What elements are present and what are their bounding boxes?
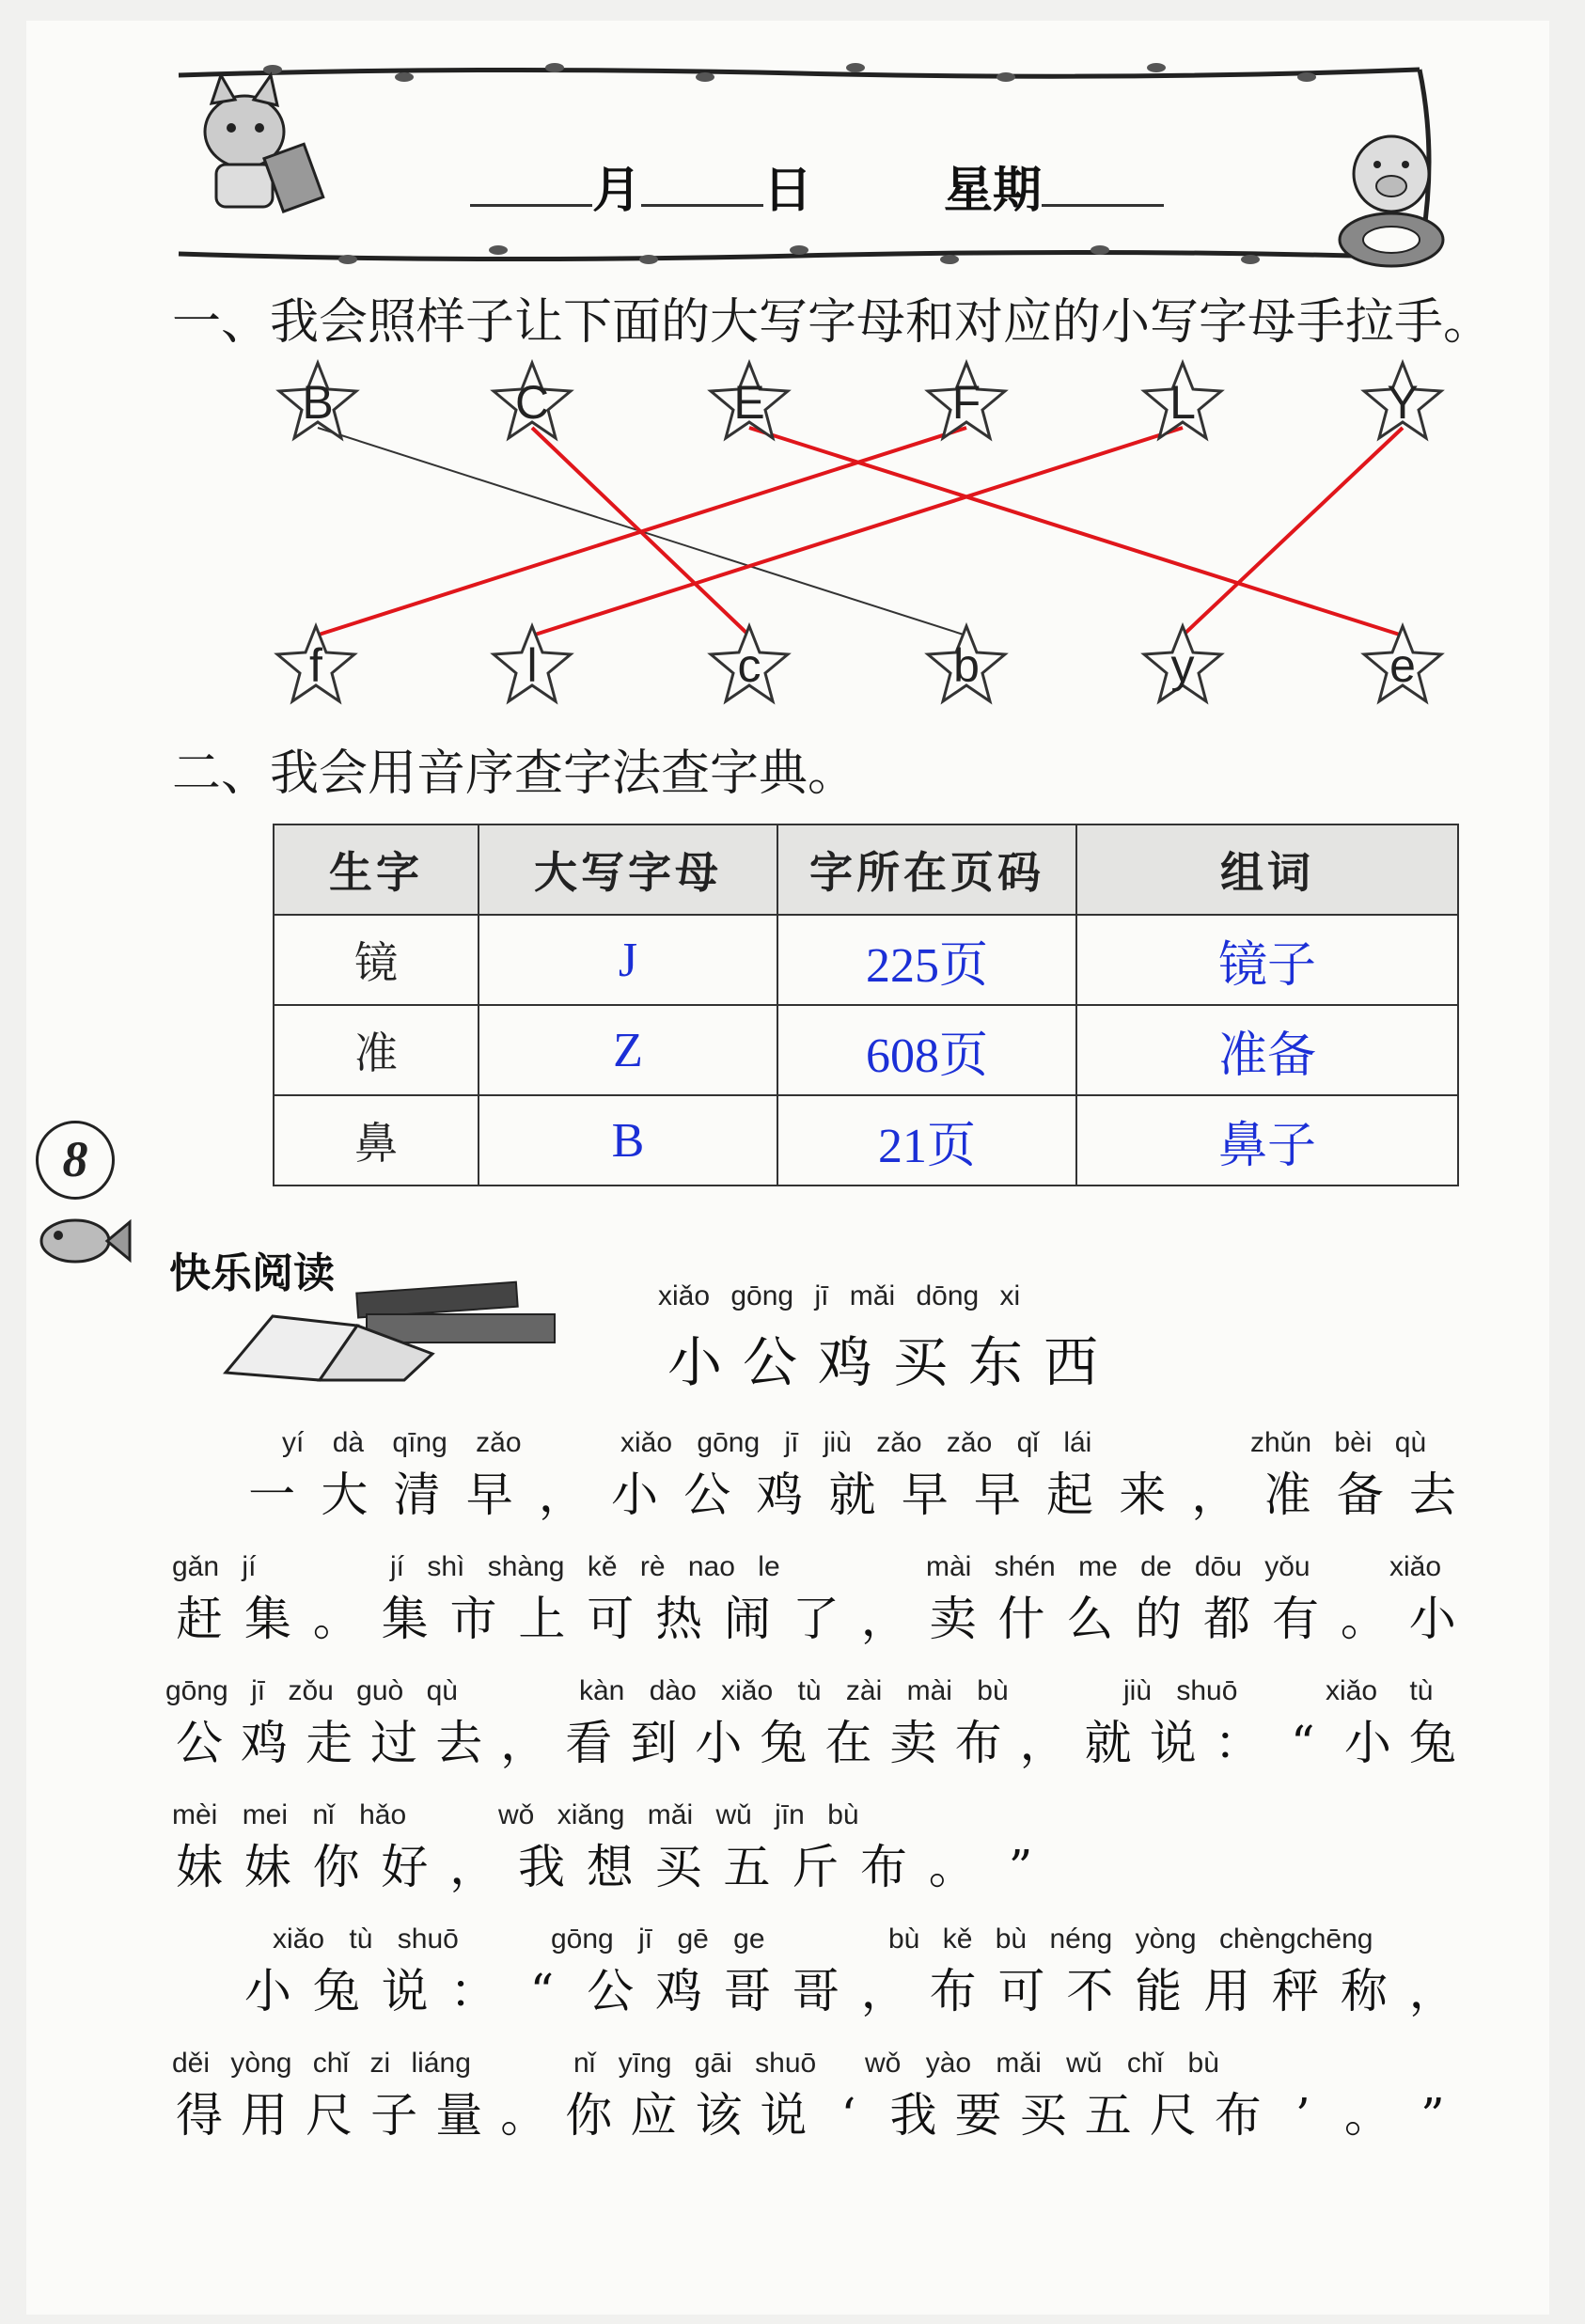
match-line-L-l bbox=[532, 428, 1183, 636]
page-answer[interactable]: 225页 bbox=[777, 915, 1076, 1005]
reading-char: 清 bbox=[393, 1468, 441, 1522]
reading-char: 用 bbox=[241, 2088, 289, 2143]
pinyin: mei bbox=[242, 1799, 289, 1830]
upper-letter: Y bbox=[1387, 376, 1419, 429]
pinyin: gē bbox=[677, 1924, 709, 1955]
reading-char: 我 bbox=[517, 1840, 565, 1894]
reading-char: 一 bbox=[248, 1468, 296, 1522]
pinyin: zǎo bbox=[946, 1427, 993, 1458]
pinyin-line-4b bbox=[498, 1799, 859, 1831]
pinyin: rè bbox=[639, 1551, 666, 1582]
pinyin: gǎn bbox=[172, 1551, 220, 1582]
reading-char: 什 bbox=[997, 1592, 1045, 1646]
pinyin: néng bbox=[1049, 1924, 1113, 1955]
upper-star-L[interactable] bbox=[1140, 359, 1225, 444]
lower-star-l[interactable] bbox=[490, 622, 574, 707]
reading-char: 买 bbox=[1019, 2088, 1067, 2143]
pinyin: jí bbox=[390, 1551, 404, 1582]
reading-char: 到 bbox=[630, 1716, 678, 1770]
pinyin: yòng bbox=[1135, 1924, 1197, 1955]
reading-char: ’ bbox=[1295, 2088, 1310, 2143]
reading-char: ， bbox=[449, 1840, 497, 1894]
pinyin-line-2c bbox=[926, 1551, 1310, 1583]
letter-answer[interactable]: Z bbox=[479, 1005, 777, 1095]
pinyin: nǐ bbox=[573, 2048, 596, 2079]
reading-char: 布 bbox=[1214, 2088, 1262, 2143]
pinyin: qù bbox=[426, 1675, 458, 1706]
pinyin: mǎi bbox=[647, 1799, 694, 1830]
match-line-E-e bbox=[749, 428, 1403, 636]
lower-letter: f bbox=[309, 639, 322, 692]
reading-char: 斤 bbox=[792, 1840, 840, 1894]
reading-char: 称 bbox=[1340, 1964, 1388, 2018]
reading-char: 。 bbox=[500, 2088, 548, 2143]
word-answer[interactable]: 准备 bbox=[1076, 1005, 1458, 1095]
pinyin: shuō bbox=[397, 1924, 459, 1955]
pinyin-line-6b bbox=[573, 2048, 816, 2080]
lower-letter: c bbox=[737, 639, 761, 692]
upper-star-F[interactable] bbox=[924, 359, 1009, 444]
reading-char: “ bbox=[529, 1964, 555, 2018]
pinyin-line-6 bbox=[172, 2048, 471, 2080]
pinyin: mài bbox=[926, 1551, 972, 1582]
reading-char: 么 bbox=[1066, 1592, 1114, 1646]
pinyin: mài bbox=[906, 1675, 952, 1706]
reading-char: 。 bbox=[312, 1592, 360, 1646]
upper-letter: F bbox=[951, 376, 981, 429]
pinyin-line-1b bbox=[620, 1427, 1091, 1459]
pinyin-line-2b bbox=[390, 1551, 780, 1583]
reading-char: ， bbox=[860, 1964, 908, 2018]
reading-char: 。 bbox=[928, 1840, 976, 1894]
pinyin: jí bbox=[242, 1551, 257, 1582]
letter-answer[interactable]: B bbox=[479, 1095, 777, 1186]
reading-char: 大 bbox=[321, 1468, 369, 1522]
weekday-label: 星期 bbox=[944, 162, 1043, 219]
reading-char: 买 bbox=[654, 1840, 702, 1894]
reading-char: 哥 bbox=[724, 1964, 771, 2018]
reading-char: 卖 bbox=[929, 1592, 977, 1646]
reading-line bbox=[172, 1963, 1460, 2019]
pinyin: jī bbox=[251, 1675, 266, 1706]
pinyin: bù bbox=[888, 1924, 920, 1955]
pinyin-line-5 bbox=[273, 1924, 459, 1955]
reading-char: 想 bbox=[586, 1840, 634, 1894]
upper-star-Y[interactable] bbox=[1360, 359, 1445, 444]
pinyin: qīng bbox=[392, 1427, 447, 1458]
pinyin: jī bbox=[784, 1427, 799, 1458]
pinyin: xiǎo bbox=[273, 1924, 325, 1955]
match-line-Y-y bbox=[1183, 428, 1403, 636]
reading-char: 能 bbox=[1135, 1964, 1183, 2018]
reading-char: 鸡 bbox=[756, 1468, 804, 1522]
pinyin-line-2 bbox=[172, 1551, 256, 1583]
table-row bbox=[274, 1005, 1458, 1095]
pinyin: xiǎo bbox=[620, 1427, 673, 1458]
reading-char: 备 bbox=[1336, 1468, 1384, 1522]
reading-char: 鸡 bbox=[241, 1716, 289, 1770]
pinyin: chēng bbox=[1295, 1924, 1373, 1955]
reading-char: 早 bbox=[973, 1468, 1021, 1522]
pinyin: shì bbox=[427, 1551, 465, 1582]
reading-char: ， bbox=[500, 1716, 548, 1770]
reading-char: ： bbox=[449, 1964, 497, 2018]
pinyin: yòng bbox=[230, 2048, 292, 2079]
upper-letter: E bbox=[733, 376, 765, 429]
reading-char: 妹 bbox=[243, 1840, 291, 1894]
pinyin: chèng bbox=[1218, 1924, 1296, 1955]
pinyin: bù bbox=[977, 1675, 1009, 1706]
reading-char: 哥 bbox=[792, 1964, 840, 2018]
pinyin: yí bbox=[282, 1427, 305, 1458]
pinyin: kě bbox=[587, 1551, 618, 1582]
reading-char: 子 bbox=[370, 2088, 418, 2143]
reading-char: 过 bbox=[370, 1716, 418, 1770]
pinyin: tù bbox=[349, 1924, 373, 1955]
reading-char: ， bbox=[1019, 1716, 1067, 1770]
reading-char: 五 bbox=[1084, 2088, 1132, 2143]
fish-icon bbox=[28, 1203, 132, 1279]
pinyin: hǎo bbox=[359, 1799, 407, 1830]
pinyin: ge bbox=[733, 1924, 765, 1955]
pinyin-line-3d bbox=[1326, 1675, 1433, 1707]
reading-char: 赶 bbox=[176, 1592, 223, 1646]
lower-letter: y bbox=[1170, 639, 1195, 692]
pinyin-line-3b bbox=[579, 1675, 1009, 1707]
reading-char: 早 bbox=[465, 1468, 513, 1522]
pinyin-line-2d bbox=[1389, 1551, 1441, 1583]
table-header-row bbox=[274, 824, 1458, 915]
reading-char: 小 bbox=[611, 1468, 659, 1522]
reading-char: 我 bbox=[889, 2088, 937, 2143]
pinyin: wǒ bbox=[865, 2048, 902, 2079]
reading-char: 好 bbox=[381, 1840, 429, 1894]
pinyin: shàng bbox=[487, 1551, 565, 1582]
reading-char: 可 bbox=[587, 1592, 635, 1646]
pinyin: yǒu bbox=[1264, 1551, 1310, 1582]
reading-char: “ bbox=[1291, 1716, 1315, 1770]
reading-char: 都 bbox=[1203, 1592, 1251, 1646]
header-char: 生字 bbox=[274, 824, 479, 915]
pinyin: kàn bbox=[579, 1675, 625, 1706]
reading-char: 看 bbox=[565, 1716, 613, 1770]
upper-letter: B bbox=[302, 376, 334, 429]
reading-char: 秤 bbox=[1272, 1964, 1319, 2018]
pinyin: bèi bbox=[1334, 1427, 1373, 1458]
reading-char: 小 bbox=[1408, 1592, 1456, 1646]
pinyin: bù bbox=[827, 1799, 859, 1830]
pinyin: qǐ bbox=[1016, 1427, 1039, 1458]
reading-char: 的 bbox=[1135, 1592, 1183, 1646]
reading-title: 小公鸡买东西 bbox=[667, 1330, 1120, 1394]
reading-char: 卖 bbox=[889, 1716, 937, 1770]
pinyin-line-1 bbox=[282, 1427, 522, 1459]
pinyin-line-4 bbox=[172, 1799, 406, 1831]
reading-char: 了 bbox=[792, 1592, 840, 1646]
lower-star-c[interactable] bbox=[707, 622, 792, 707]
pinyin: xiǎo bbox=[1389, 1551, 1442, 1582]
reading-line bbox=[172, 1715, 1460, 1771]
reading-char: ” bbox=[1420, 2088, 1445, 2143]
reading-char: 说 bbox=[1149, 1716, 1197, 1770]
upper-star-E[interactable] bbox=[707, 359, 792, 444]
reading-char: 准 bbox=[1263, 1468, 1311, 1522]
pinyin: liáng bbox=[411, 2048, 471, 2079]
matching-lines bbox=[0, 0, 1585, 752]
upper-star-B[interactable] bbox=[275, 359, 360, 444]
pinyin: chǐ bbox=[312, 2048, 350, 2079]
pinyin: chǐ bbox=[1126, 2048, 1164, 2079]
pinyin: gōng bbox=[165, 1675, 228, 1706]
pinyin: zài bbox=[845, 1675, 883, 1706]
reading-char: 公 bbox=[176, 1716, 223, 1770]
pinyin: xiǎo bbox=[721, 1675, 774, 1706]
reading-char: ， bbox=[538, 1468, 586, 1522]
reading-char: 布 bbox=[859, 1840, 907, 1894]
pinyin-line-1c bbox=[1250, 1427, 1426, 1459]
reading-title-pinyin: xiǎo gōng jī mǎi dōng xi bbox=[658, 1280, 1021, 1311]
reading-char: 不 bbox=[1066, 1964, 1114, 2018]
pinyin: tù bbox=[797, 1675, 822, 1706]
reading-char: 你 bbox=[565, 2088, 613, 2143]
pinyin: qù bbox=[1394, 1427, 1427, 1458]
pinyin: shuō bbox=[755, 2048, 817, 2079]
reading-char: 布 bbox=[954, 1716, 1002, 1770]
reading-char: 来 bbox=[1119, 1468, 1167, 1522]
reading-char: 就 bbox=[828, 1468, 876, 1522]
pinyin: shuō bbox=[1176, 1675, 1238, 1706]
upper-letter: C bbox=[514, 376, 550, 429]
reading-char: 五 bbox=[723, 1840, 771, 1894]
lower-letter: e bbox=[1389, 639, 1416, 692]
month-label: 月 bbox=[592, 162, 642, 219]
reading-char: ， bbox=[1408, 1964, 1456, 2018]
pinyin: zǎo bbox=[476, 1427, 522, 1458]
reading-char: ： bbox=[1214, 1716, 1262, 1770]
reading-char: 去 bbox=[1408, 1468, 1456, 1522]
reading-line bbox=[172, 1467, 1460, 1523]
pinyin: gōng bbox=[697, 1427, 761, 1458]
reading-char: 你 bbox=[312, 1840, 360, 1894]
table-row bbox=[274, 1095, 1458, 1186]
lower-star-b[interactable] bbox=[924, 622, 1009, 707]
dictionary-table bbox=[273, 824, 1459, 1186]
char-cell: 鼻 bbox=[274, 1095, 479, 1186]
reading-char: 应 bbox=[630, 2088, 678, 2143]
pinyin: tù bbox=[1409, 1675, 1434, 1706]
section1-title: 一、我会照样子让下面的大写字母和对应的小写字母手拉手。 bbox=[172, 294, 1493, 351]
pinyin: gāi bbox=[694, 2048, 732, 2079]
reading-char: 公 bbox=[587, 1964, 635, 2018]
char-cell: 准 bbox=[274, 1005, 479, 1095]
pinyin: lái bbox=[1063, 1427, 1092, 1458]
reading-line bbox=[172, 1839, 1460, 1895]
reading-char: 就 bbox=[1084, 1716, 1132, 1770]
pinyin: mèi bbox=[172, 1799, 218, 1830]
pinyin: xiǎng bbox=[557, 1799, 625, 1830]
reading-char: 起 bbox=[1046, 1468, 1094, 1522]
pinyin: yào bbox=[925, 2048, 972, 2079]
pinyin: le bbox=[758, 1551, 780, 1582]
reading-char: ， bbox=[1191, 1468, 1239, 1522]
reading-char: ‘ bbox=[840, 2088, 856, 2143]
reading-char: 在 bbox=[824, 1716, 872, 1770]
upper-star-C[interactable] bbox=[490, 359, 574, 444]
pinyin: guò bbox=[356, 1675, 404, 1706]
pinyin: děi bbox=[172, 2048, 211, 2079]
table-row bbox=[274, 915, 1458, 1005]
reading-char: 兔 bbox=[760, 1716, 808, 1770]
reading-char: 可 bbox=[997, 1964, 1045, 2018]
pinyin: nǐ bbox=[312, 1799, 335, 1830]
pinyin-line-3c bbox=[1123, 1675, 1237, 1707]
pinyin: de bbox=[1140, 1551, 1172, 1582]
reading-char: 公 bbox=[683, 1468, 731, 1522]
pinyin-line-6c bbox=[865, 2048, 1219, 2080]
pinyin: zi bbox=[369, 2048, 391, 2079]
day-label: 日 bbox=[763, 162, 813, 219]
reading-char: 布 bbox=[929, 1964, 977, 2018]
reading-line bbox=[172, 1591, 1460, 1647]
pinyin: nao bbox=[687, 1551, 735, 1582]
page-number: 8 bbox=[36, 1121, 115, 1200]
letter-answer[interactable]: J bbox=[479, 915, 777, 1005]
reading-char: 要 bbox=[954, 2088, 1002, 2143]
lower-star-f[interactable] bbox=[274, 622, 358, 707]
reading-char: 集 bbox=[381, 1592, 429, 1646]
char-cell: 镜 bbox=[274, 915, 479, 1005]
pinyin: jī bbox=[638, 1924, 653, 1955]
reading-char: 说 bbox=[381, 1964, 429, 2018]
pinyin: shén bbox=[994, 1551, 1056, 1582]
pinyin: gōng bbox=[551, 1924, 614, 1955]
reading-char: ” bbox=[1008, 1840, 1033, 1894]
reading-char: 市 bbox=[449, 1592, 497, 1646]
pinyin: wǔ bbox=[1066, 2048, 1103, 2079]
reading-char bbox=[172, 1963, 227, 2019]
header-letter: 大写字母 bbox=[479, 824, 777, 915]
reading-char: 兔 bbox=[1408, 1716, 1456, 1770]
reading-char: 有 bbox=[1272, 1592, 1319, 1646]
section2-title: 二、我会用音序查字法查字典。 bbox=[172, 746, 857, 802]
reading-banner: 快乐阅读 bbox=[169, 1249, 335, 1297]
reading-char: 走 bbox=[306, 1716, 353, 1770]
reading-char: 妹 bbox=[176, 1840, 223, 1894]
reading-char: 尺 bbox=[1149, 2088, 1197, 2143]
pinyin: bù bbox=[1187, 2048, 1219, 2079]
reading-line bbox=[172, 2087, 1460, 2143]
page-answer[interactable]: 21页 bbox=[777, 1095, 1076, 1186]
pinyin: me bbox=[1078, 1551, 1118, 1582]
pinyin: jīn bbox=[775, 1799, 805, 1830]
pinyin: jiù bbox=[1123, 1675, 1153, 1706]
pinyin: dōu bbox=[1194, 1551, 1242, 1582]
reading-char: 该 bbox=[695, 2088, 743, 2143]
pinyin-line-3 bbox=[165, 1675, 458, 1707]
pinyin: mǎi bbox=[996, 2048, 1042, 2079]
reading-char: 小 bbox=[1343, 1716, 1391, 1770]
lower-letter: l bbox=[526, 639, 538, 692]
pinyin: zǎo bbox=[876, 1427, 922, 1458]
pinyin: yīng bbox=[618, 2048, 672, 2079]
pinyin: xiǎo bbox=[1326, 1675, 1378, 1706]
reading-char bbox=[172, 1467, 227, 1523]
reading-char: 闹 bbox=[724, 1592, 771, 1646]
pinyin-line-5c bbox=[888, 1924, 1373, 1955]
reading-char: 早 bbox=[901, 1468, 949, 1522]
reading-char: 量 bbox=[435, 2088, 483, 2143]
page-answer[interactable]: 608页 bbox=[777, 1005, 1076, 1095]
reading-char: 。 bbox=[1340, 1592, 1388, 1646]
reading-char: 集 bbox=[243, 1592, 291, 1646]
reading-char: ， bbox=[860, 1592, 908, 1646]
pinyin: dào bbox=[649, 1675, 697, 1706]
pinyin: bù bbox=[995, 1924, 1028, 1955]
reading-char: 鸡 bbox=[655, 1964, 703, 2018]
reading-char: 尺 bbox=[306, 2088, 353, 2143]
lower-star-y[interactable] bbox=[1140, 622, 1225, 707]
reading-char: 。 bbox=[1343, 2088, 1391, 2143]
pinyin: wǔ bbox=[715, 1799, 752, 1830]
reading-char: 兔 bbox=[312, 1964, 360, 2018]
reading-char: 小 bbox=[243, 1964, 291, 2018]
reading-char: 用 bbox=[1203, 1964, 1251, 2018]
pinyin: kě bbox=[942, 1924, 973, 1955]
header-word: 组词 bbox=[1076, 824, 1458, 915]
pinyin-line-5b bbox=[551, 1924, 765, 1955]
reading-char: 去 bbox=[435, 1716, 483, 1770]
reading-char: 小 bbox=[695, 1716, 743, 1770]
pinyin: zǒu bbox=[288, 1675, 334, 1706]
word-answer[interactable]: 镜子 bbox=[1076, 915, 1458, 1005]
word-answer[interactable]: 鼻子 bbox=[1076, 1095, 1458, 1186]
lower-letter: b bbox=[953, 639, 980, 692]
pinyin: zhǔn bbox=[1250, 1427, 1312, 1458]
pinyin: dà bbox=[332, 1427, 365, 1458]
header-page: 字所在页码 bbox=[777, 824, 1076, 915]
reading-char: 热 bbox=[655, 1592, 703, 1646]
lower-star-e[interactable] bbox=[1360, 622, 1445, 707]
pinyin: wǒ bbox=[498, 1799, 535, 1830]
pinyin: jiù bbox=[823, 1427, 852, 1458]
reading-char: 得 bbox=[176, 2088, 223, 2143]
reading-char: 上 bbox=[518, 1592, 566, 1646]
upper-letter: L bbox=[1169, 376, 1196, 429]
reading-char: 说 bbox=[760, 2088, 808, 2143]
